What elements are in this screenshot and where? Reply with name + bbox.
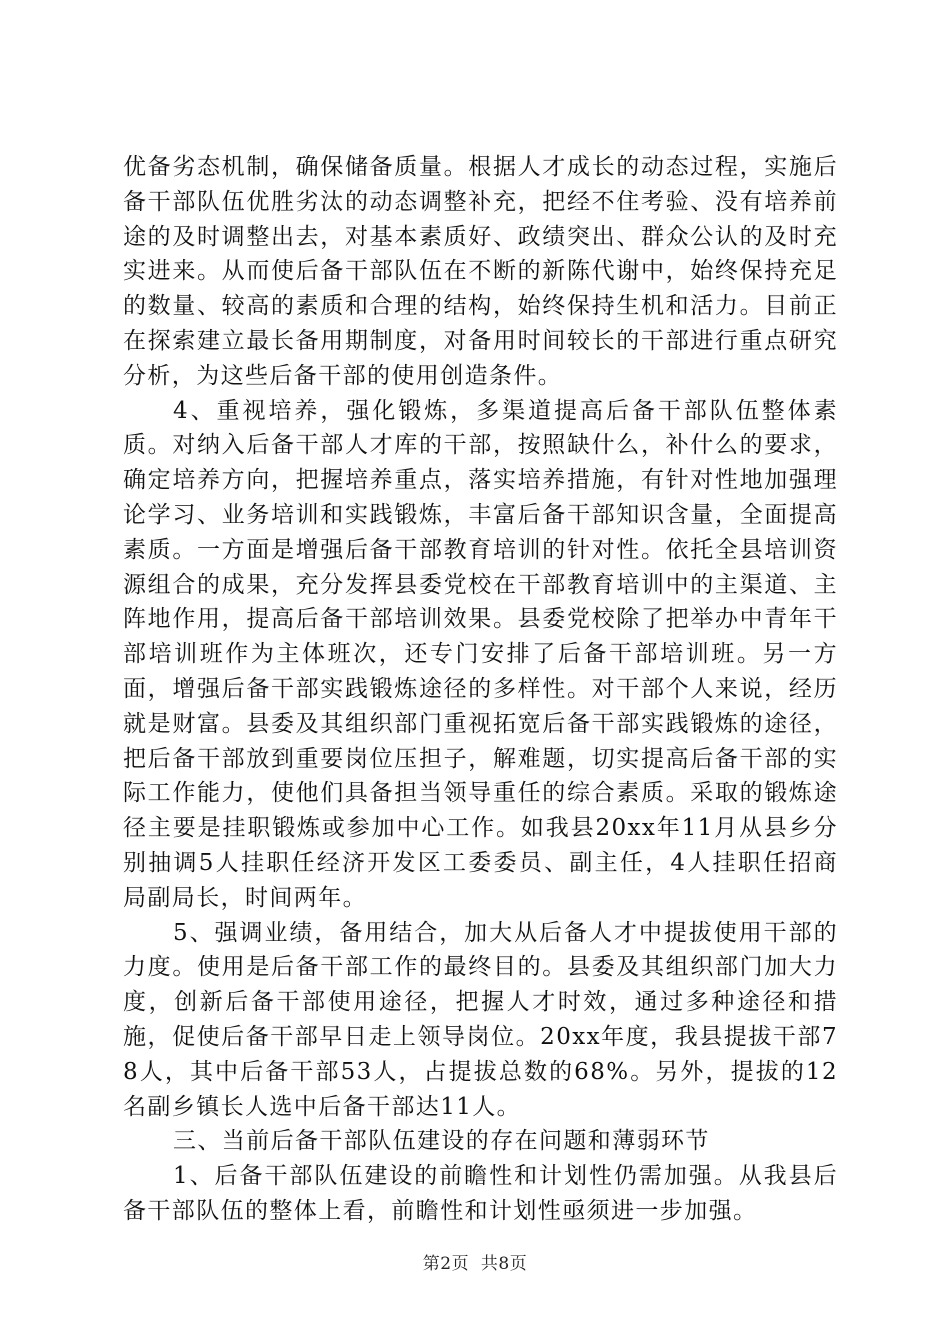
page-footer (0, 1252, 950, 1276)
paragraph-training-section-4: 4、重视培养，强化锻炼，多渠道提高后备干部队伍整体素质。对纳入后备干部人才库的干部，按照缺什么，补什么的要求，确定培养方向，把握培养重点，落实培养措施，有针对性地加强理论学习、业务培训和实践锻炼，丰富后备干部知识含量，全面提高素质。一方面是增强后备干部教育培训的针对性。依托全县培训资源组合的成果，充分发挥县委党校在干部教育培训中的主渠道、主阵地作用，提高后备干部培训效果。县委党校除了把举办中青年干部培训班作为主体班次，还专门安排了后备干部培训班。另一方面，增强后备干部实践锻炼途径的多样性。对干部个人来说，经历就是财富。县委及其组织部门重视拓宽后备干部实践锻炼的途径，把后备干部放到重要岗位压担子，解难题，切实提高后备干部的实际工作能力，使他们具备担当领导重任的综合素质。采取的锻炼途径主要是挂职锻炼或参加中心工作。如我县20xx年11月从县乡分别抽调5人挂职任经济开发区工委委员、副主任，4人挂职任招商局副局长，时间两年。 (123, 397, 838, 911)
document-body (123, 150, 838, 1229)
page-number-label: 第2页 共8页 (422, 1254, 528, 1274)
section-heading-problems: 三、当前后备干部队伍建设的存在问题和薄弱环节 (173, 1128, 710, 1155)
paragraph-foresight-item-1: 1、后备干部队伍建设的前瞻性和计划性仍需加强。从我县后备干部队伍的整体上看，前瞻性和计划性亟须进一步加强。 (123, 1163, 838, 1224)
paragraph-reserve-mechanism: 优备劣态机制，确保储备质量。根据人才成长的动态过程，实施后备干部队伍优胜劣汰的动态调整补充，把经不住考验、没有培养前途的及时调整出去，对基本素质好、政绩突出、群众公认的及时充实进来。从而使后备干部队伍在不断的新陈代谢中，始终保持充足的数量、较高的素质和合理的结构，始终保持生机和活力。目前正在探索建立最长备用期制度，对备用时间较长的干部进行重点研究分析，为这些后备干部的使用创造条件。 (123, 154, 838, 389)
paragraph-promotion-section-5: 5、强调业绩，备用结合，加大从后备人才中提拔使用干部的力度。使用是后备干部工作的最终目的。县委及其组织部门加大力度，创新后备干部使用途径，把握人才时效，通过多种途径和措施，促使后备干部早日走上领导岗位。20xx年度，我县提拔干部78人，其中后备干部53人，占提拔总数的68%。另外，提拔的12名副乡镇长人选中后备干部达11人。 (123, 919, 838, 1120)
